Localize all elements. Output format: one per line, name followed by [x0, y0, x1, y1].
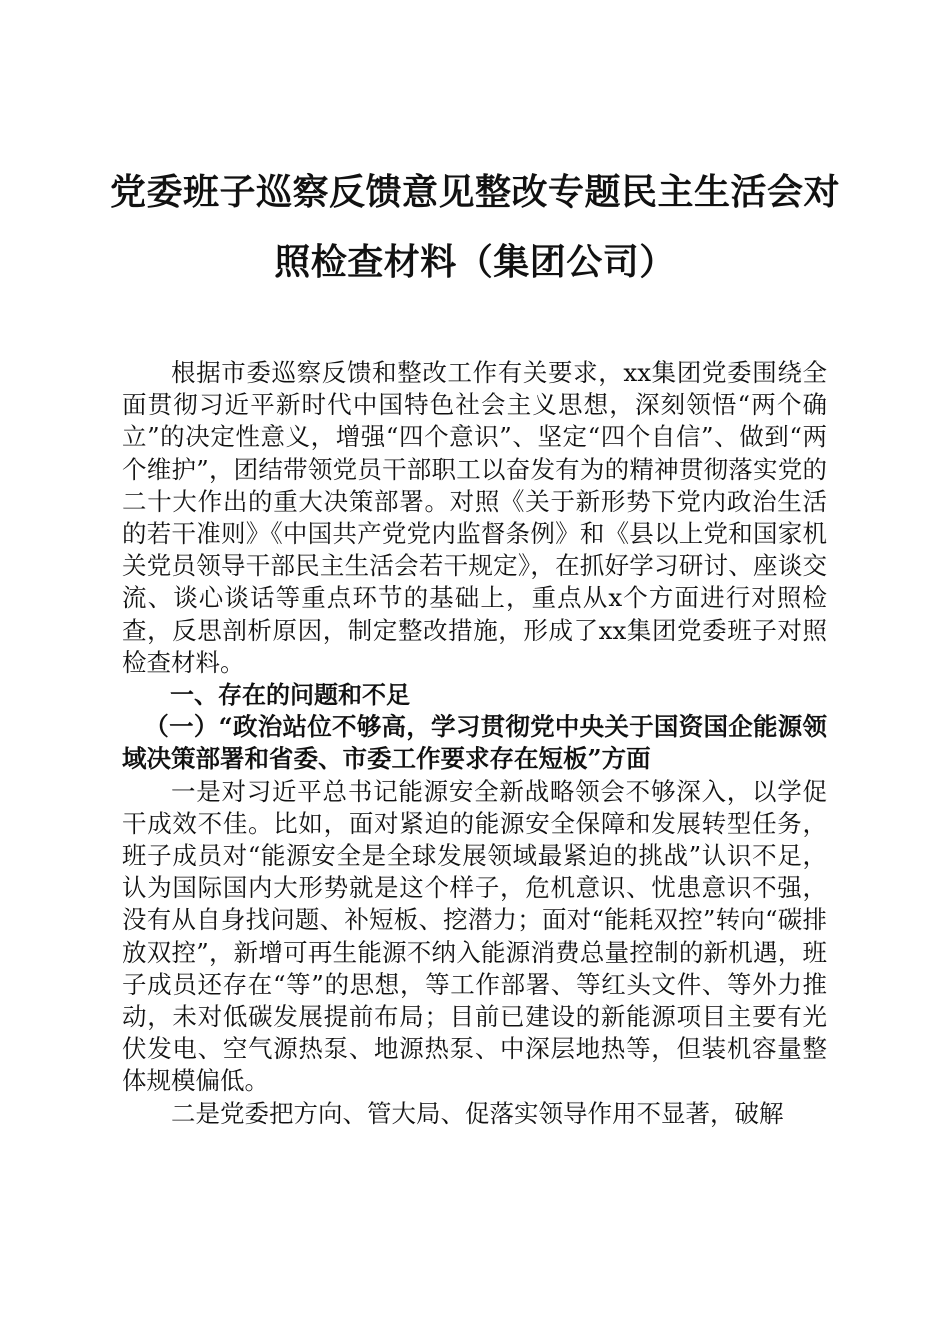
subsection-1-heading-text: （一）“政治站位不够高，学习贯彻党中央关于国资国企能源领域决策部署和省委、市委工作要求存在短板”方面	[122, 712, 827, 774]
document-title-line-1: 党委班子巡察反馈意见整改专题民主生活会对	[109, 171, 840, 213]
document-title-line-2: 照检查材料（集团公司）	[274, 241, 676, 283]
point-2-paragraph: 二是党委把方向、管大局、促落实领导作用不显著，破解	[171, 1098, 784, 1128]
subsection-1-heading	[122, 711, 827, 775]
point-1-paragraph: 一是对习近平总书记能源安全新战略领会不够深入，以学促干成效不佳。比如，面对紧迫的能源安全保障和发展转型任务，班子成员对“能源安全是全球发展领域最紧迫的挑战”认识不足，认为国际国内大形势就是这个样子，危机意识、忧患意识不强，没有从自身找问题、补短板、挖潜力；面对“能耗双控”转向“碳排放双控”，新增可再生能源不纳入能源消费总量控制的新机遇，班子成员还存在“等”的思想，等工作部署、等红头文件、等外力推动，未对低碳发展提前布局；目前已建设的新能源项目主要有光伏发电、空气源热泵、地源热泵、中深层地热等，但装机容量整体规模偏低。	[122, 776, 827, 1096]
section-1-heading: 一、存在的问题和不足	[170, 681, 410, 710]
intro-paragraph: 根据市委巡察反馈和整改工作有关要求，xx集团党委围绕全面贯彻习近平新时代中国特色社会主义思想，深刻领悟“两个确立”的决定性意义，增强“四个意识”、坚定“四个自信”、做到“两个维护”，团结带领党员干部职工以奋发有为的精神贯彻落实党的二十大作出的重大决策部署。对照《关于新形势下党内政治生活的若干准则》《中国共产党党内监督条例》和《县以上党和国家机关党员领导干部民主生活会若干规定》，在抓好学习研讨、座谈交流、谈心谈话等重点环节的基础上，重点从x个方面进行对照检查，反思剖析原因，制定整改措施，形成了xx集团党委班子对照检查材料。	[122, 358, 827, 677]
document-body	[122, 357, 827, 1130]
